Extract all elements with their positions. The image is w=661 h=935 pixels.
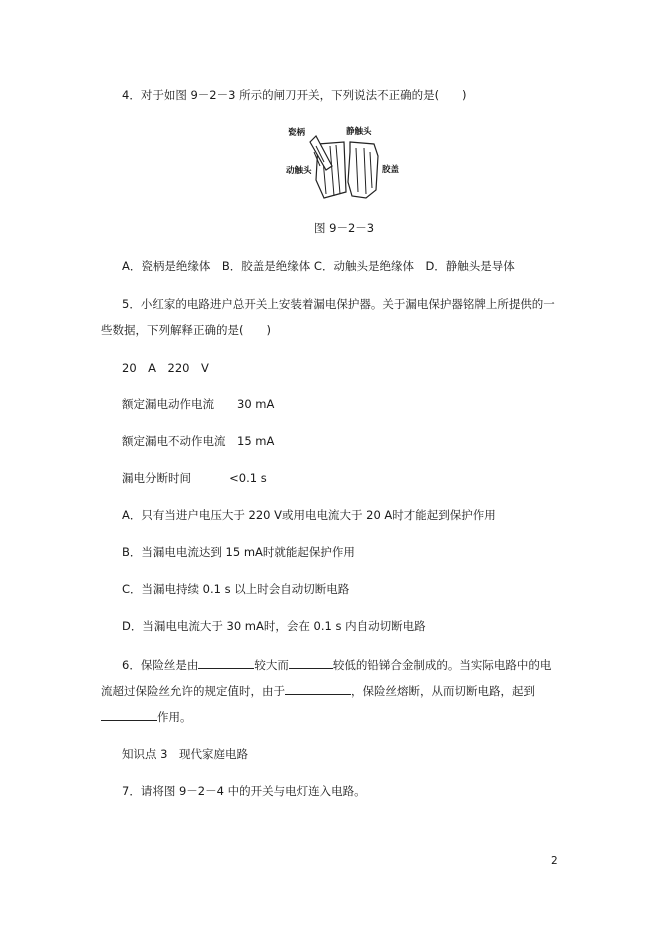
question-7: 7．请将图 9－2－4 中的开关与电灯连入电路。 [122, 784, 366, 798]
page-number: 2 [551, 855, 558, 867]
figure-caption: 图 9－2－3 [314, 221, 375, 235]
spec-break-time: 漏电分断时间 <0.1 s [122, 471, 267, 485]
q6-line2: 流超过保险丝允许的规定值时，由于 ，保险丝熔断，从而切断电路，起到 [101, 684, 535, 698]
q5-stem-line2: 些数据，下列解释正确的是( ) [101, 323, 271, 337]
label-static-contact: 静触头 [346, 127, 372, 137]
q6-line1: 6．保险丝是由 较大而 较低的铅锑合金制成的。当实际电路中的电 [122, 658, 552, 672]
q5-option-a: A．只有当进户电压大于 220 V或用电电流大于 20 A时才能起到保护作用 [122, 508, 496, 522]
answer-blank-3[interactable] [285, 682, 351, 695]
q4-options: A．瓷柄是绝缘体 B．胶盖是绝缘体 C．动触头是绝缘体 D．静触头是导体 [122, 259, 515, 273]
answer-blank-4[interactable] [101, 708, 157, 721]
label-handle: 瓷柄 [288, 128, 306, 138]
label-moving-contact: 动触头 [286, 166, 312, 176]
q5-stem-line1: 5．小红家的电路进户总开关上安装着漏电保护器。关于漏电保护器铭牌上所提供的一 [122, 297, 555, 311]
label-cover: 胶盖 [382, 165, 400, 175]
q5-option-b: B．当漏电电流达到 15 mA时就能起保护作用 [122, 545, 355, 559]
q5-option-c: C．当漏电持续 0.1 s 以上时会自动切断电路 [122, 582, 350, 596]
answer-blank-2[interactable] [289, 656, 333, 669]
q4-stem: 4．对于如图 9－2－3 所示的闸刀开关，下列说法不正确的是( ) [122, 88, 467, 102]
q6-line3: 作用。 [101, 708, 192, 725]
q5-option-d: D．当漏电电流大于 30 mA时，会在 0.1 s 内自动切断电路 [122, 619, 426, 633]
knife-switch-figure [286, 122, 404, 204]
section-heading: 知识点 3 现代家庭电路 [122, 747, 248, 761]
spec-no-trip-current: 额定漏电不动作电流 15 mA [122, 434, 275, 448]
answer-blank-1[interactable] [198, 656, 254, 669]
spec-trip-current: 额定漏电动作电流 30 mA [122, 397, 275, 411]
spec-rating: 20 A 220 V [122, 361, 209, 375]
